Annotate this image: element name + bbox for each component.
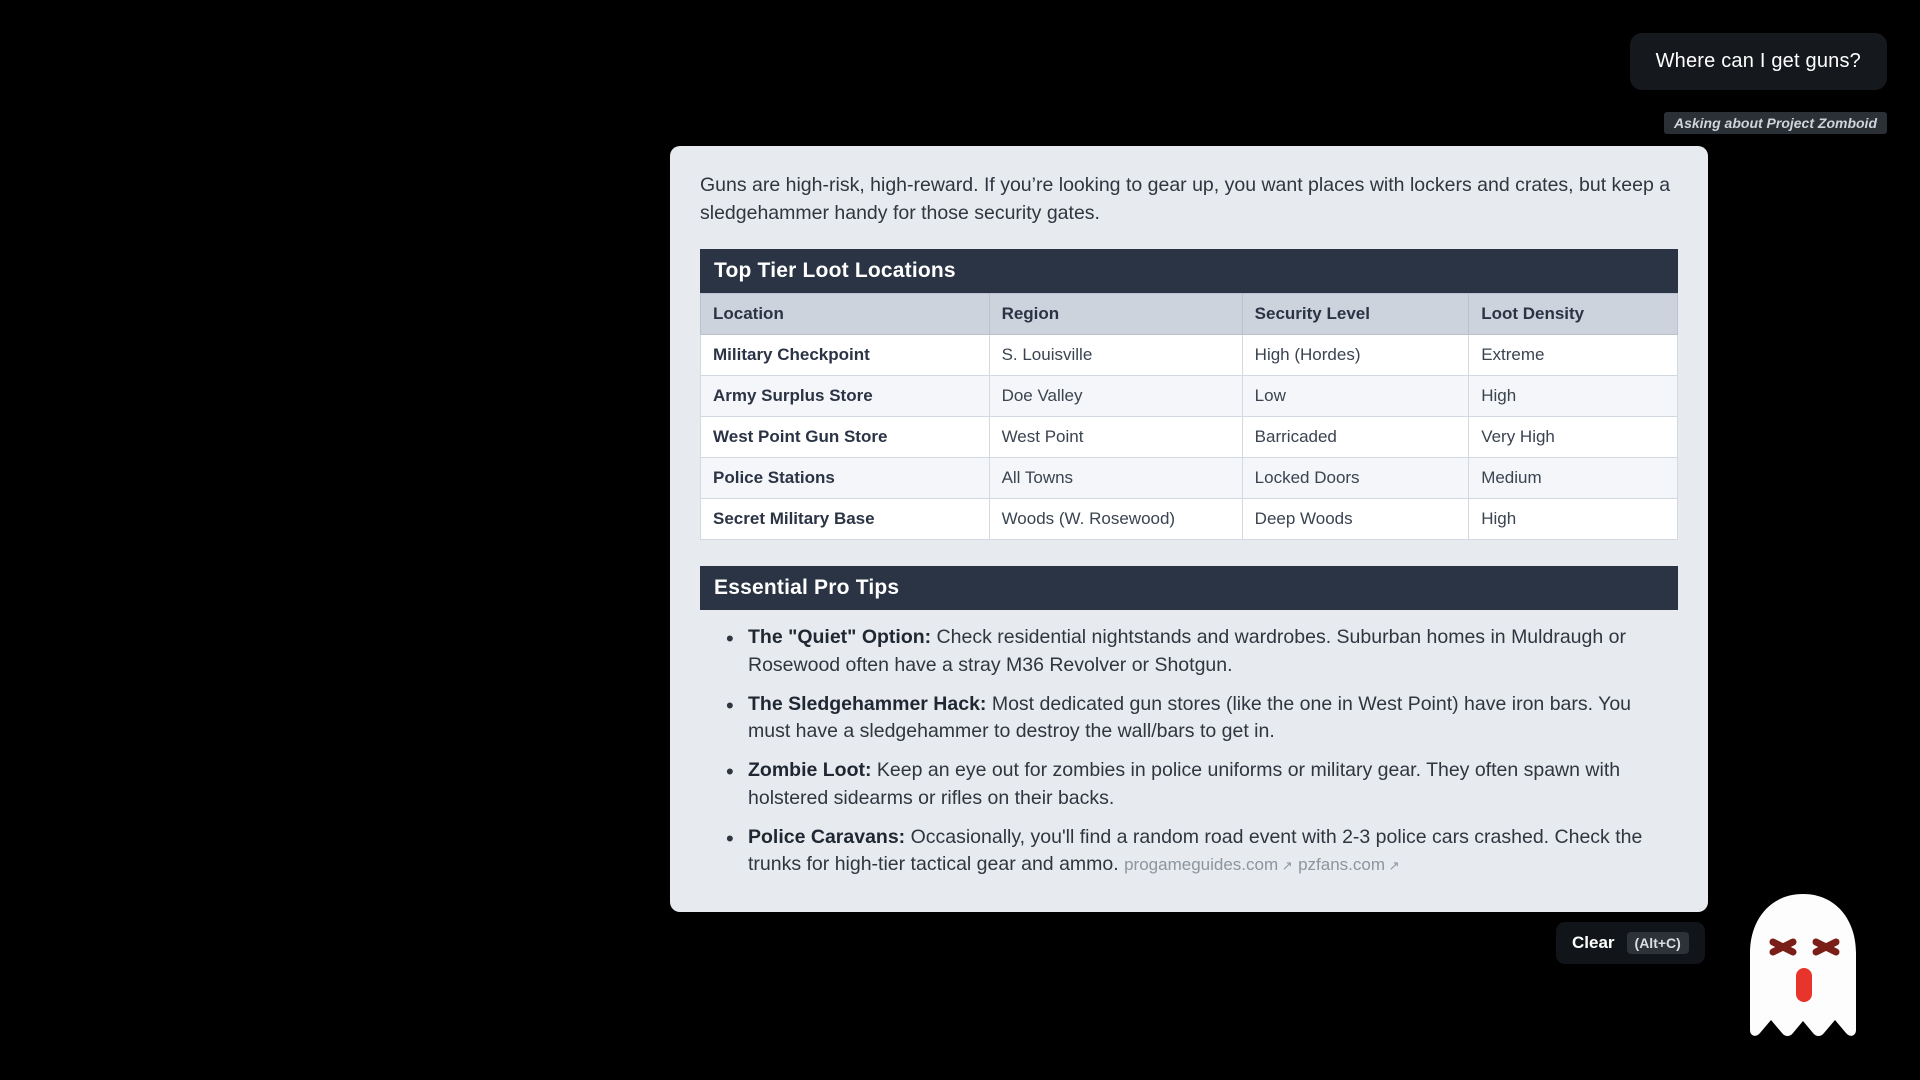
context-label-text: Asking about Project Zomboid — [1673, 115, 1877, 131]
context-label — [1664, 112, 1887, 134]
cell-security: Deep Woods — [1242, 499, 1469, 540]
source-link-progameguides[interactable]: progameguides.com — [1124, 855, 1279, 875]
clear-button[interactable] — [1556, 922, 1705, 964]
table-row — [701, 499, 1678, 540]
table-header-row — [701, 294, 1678, 335]
cell-security: Low — [1242, 376, 1469, 417]
column-header-region: Region — [989, 294, 1242, 335]
cell-location: Military Checkpoint — [701, 335, 990, 376]
column-header-location: Location — [701, 294, 990, 335]
answer-card — [670, 146, 1708, 912]
cell-density: High — [1469, 499, 1678, 540]
pro-tips-title: Essential Pro Tips — [700, 566, 1678, 610]
loot-locations-table — [700, 293, 1678, 540]
external-link-icon: ↗ — [1278, 858, 1293, 874]
tip-text: Keep an eye out for zombies in police uniforms or military gear. They often spawn with holstered sidearms or rifles on their backs. — [748, 759, 1621, 809]
ghost-mascot-icon[interactable] — [1738, 890, 1868, 1040]
list-item — [726, 691, 1678, 746]
tip-lead: The "Quiet" Option: — [748, 626, 932, 649]
tip-text: Most dedicated gun stores (like the one in West Point) have iron bars. You must have a sledgehammer to destroy the wall/bars to get in. — [748, 692, 1632, 743]
answer-intro: Guns are high-risk, high-reward. If you’re looking to gear up, you want places with lockers and crates, but keep a sledgehammer handy for those security gates. — [700, 174, 1671, 224]
tip-text: Occasionally, you'll find a random road event with 2-3 police cars crashed. Check the trunks for high-tier tactical gear and ammo. — [748, 825, 1643, 876]
cell-region: All Towns — [989, 458, 1242, 499]
cell-location: Secret Military Base — [701, 499, 990, 540]
table-row — [701, 376, 1678, 417]
tip-lead: The Sledgehammer Hack: — [748, 692, 987, 715]
user-question-text: Where can I get guns? — [1655, 50, 1861, 72]
list-item — [726, 757, 1678, 812]
list-item — [726, 824, 1678, 879]
cell-region: Doe Valley — [989, 376, 1242, 417]
table-row — [701, 458, 1678, 499]
table-row — [701, 417, 1678, 458]
cell-security: Barricaded — [1242, 417, 1469, 458]
cell-region: West Point — [989, 417, 1242, 458]
external-link-icon: ↗ — [1385, 858, 1400, 874]
column-header-security-level: Security Level — [1242, 294, 1469, 335]
list-item — [726, 624, 1678, 679]
clear-button-label: Clear — [1572, 933, 1615, 952]
tip-lead: Police Caravans: — [748, 825, 906, 848]
cell-density: Very High — [1469, 417, 1678, 458]
cell-region: Woods (W. Rosewood) — [989, 499, 1242, 540]
pro-tips-list — [700, 624, 1678, 879]
source-link-pzfans[interactable]: pzfans.com — [1298, 855, 1385, 875]
tip-text: Check residential nightstands and wardrobes. Suburban homes in Muldraugh or Rosewood often have a stray M36 Revolver or Shotgun. — [748, 626, 1626, 677]
cell-location: Army Surplus Store — [701, 376, 990, 417]
cell-location: Police Stations — [701, 458, 990, 499]
cell-density: High — [1469, 376, 1678, 417]
column-header-loot-density: Loot Density — [1469, 294, 1678, 335]
cell-security: Locked Doors — [1242, 458, 1469, 499]
tip-lead: Zombie Loot: — [748, 759, 872, 782]
cell-density: Medium — [1469, 458, 1678, 499]
cell-security: High (Hordes) — [1242, 335, 1469, 376]
clear-shortcut-badge: (Alt+C) — [1627, 932, 1689, 954]
user-question-bubble — [1630, 33, 1887, 90]
table-row — [701, 335, 1678, 376]
loot-table-title: Top Tier Loot Locations — [700, 249, 1678, 293]
cell-density: Extreme — [1469, 335, 1678, 376]
cell-location: West Point Gun Store — [701, 417, 990, 458]
cell-region: S. Louisville — [989, 335, 1242, 376]
